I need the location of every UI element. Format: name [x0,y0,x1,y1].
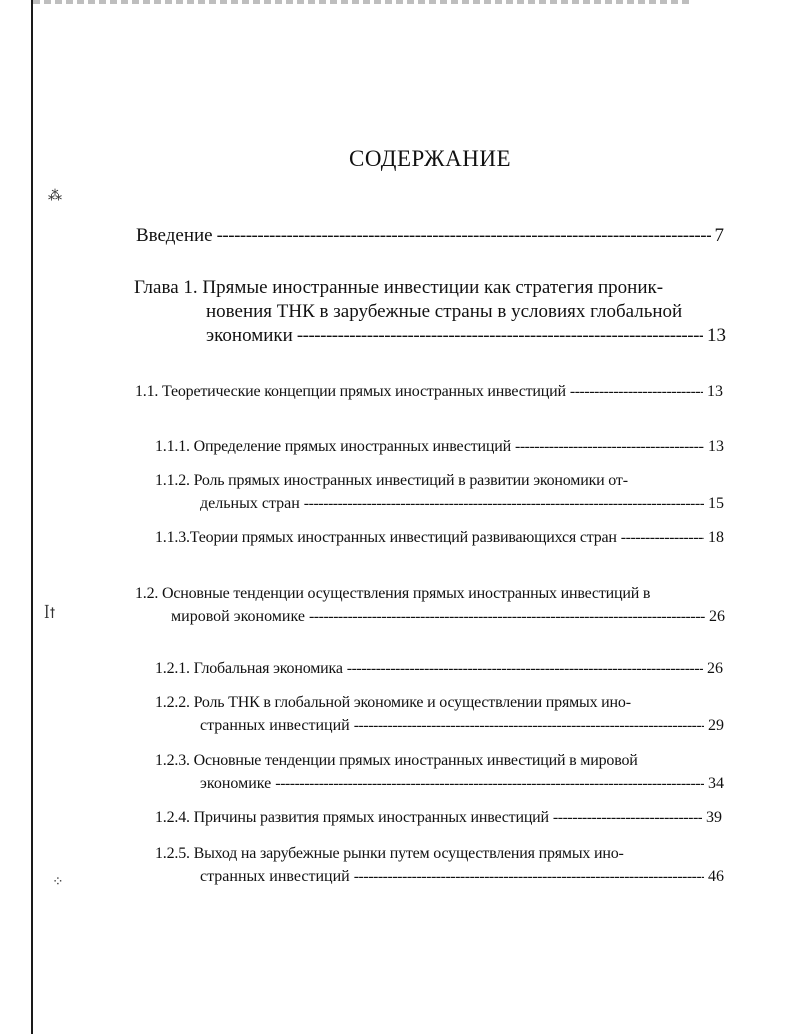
toc-entry-1-2-5[interactable] [155,842,724,888]
toc-leader [354,714,704,737]
toc-page-number: 15 [708,495,724,512]
toc-leader [304,492,704,515]
toc-page-number: 34 [708,775,724,792]
toc-page-number: 18 [708,529,724,546]
toc-page-number: 29 [708,717,724,734]
toc-page-number: 26 [709,608,725,625]
toc-entry-label-cont: экономике [200,775,272,792]
toc-entry-1-2-2[interactable] [155,691,724,737]
toc-entry-chapter-1[interactable] [134,276,726,348]
toc-leader [347,657,703,680]
toc-entry-intro[interactable] [136,224,724,248]
toc-entry-label: 1.1.3.Теории прямых иностранных инвестиций развивающихся стран [155,529,617,546]
toc-entry-label: 1.1.2. Роль прямых иностранных инвестиций в развитии экономики от- [155,472,628,489]
toc-entry-label-cont: странных инвестиций [200,717,350,734]
toc-entry-1-1-3[interactable] [155,526,724,549]
toc-entry-label: Введение [136,225,213,246]
toc-leader [297,324,703,348]
toc-page-number: 26 [707,660,723,677]
toc-entry-label-cont: дельных стран [200,495,300,512]
toc-entry-label: Глава 1. Прямые иностранные инвестиции как стратегия проник- [134,277,664,298]
toc-entry-label: 1.2. Основные тенденции осуществления прямых иностранных инвестиций в [135,585,651,602]
toc-page-number: 46 [708,868,724,885]
toc-entry-label: 1.2.2. Роль ТНК в глобальной экономике и осуществлении прямых ино- [155,694,631,711]
toc-entry-1-1-1[interactable] [155,435,724,458]
toc-page-number: 39 [706,809,722,826]
toc-entry-1-1[interactable] [135,380,723,403]
toc-entry-label: 1.2.4. Причины развития прямых иностранных инвестиций [155,809,549,826]
toc-entry-1-2-1[interactable] [155,657,723,680]
scan-speck: ꟾꝉ [44,607,56,622]
toc-entry-label: 1.2.3. Основные тенденции прямых иностранных инвестиций в мировой [155,752,638,769]
toc-leader [515,435,704,458]
toc-leader [217,224,711,248]
toc-leader [621,526,704,549]
toc-entry-1-2[interactable] [135,582,725,628]
toc-entry-1-2-3[interactable] [155,749,724,795]
toc-leader [553,806,702,829]
toc-leader [354,865,704,888]
toc-page-number: 13 [708,438,724,455]
page-title: СОДЕРЖАНИЕ [348,146,511,171]
toc-entry-label: 1.1. Теоретические концепции прямых иностранных инвестиций [135,383,566,400]
toc-entry-label-cont: странных инвестиций [200,868,350,885]
toc-leader [570,380,703,403]
toc-page-number: 13 [707,325,726,346]
toc-entry-label-cont: новения ТНК в зарубежные страны в условиях глобальной [206,301,683,322]
toc-entry-label: 1.2.1. Глобальная экономика [155,660,343,677]
toc-page-number: 13 [707,383,723,400]
scan-speck: ⁂ [48,189,62,204]
toc-leader [275,772,704,795]
toc-entry-1-1-2[interactable] [155,469,724,515]
toc-page-number: 7 [714,225,724,246]
toc-entry-label-cont: экономики [206,325,293,346]
toc-entry-1-2-4[interactable] [155,806,722,829]
toc-entry-label: 1.1.1. Определение прямых иностранных инвестиций [155,438,511,455]
toc-entry-label-cont: мировой экономике [171,608,305,625]
toc-entry-label: 1.2.5. Выход на зарубежные рынки путем осуществления прямых ино- [155,845,624,862]
scan-top-edge [33,0,693,4]
toc-leader [309,605,705,628]
scan-speck: ⁘ [52,875,64,890]
